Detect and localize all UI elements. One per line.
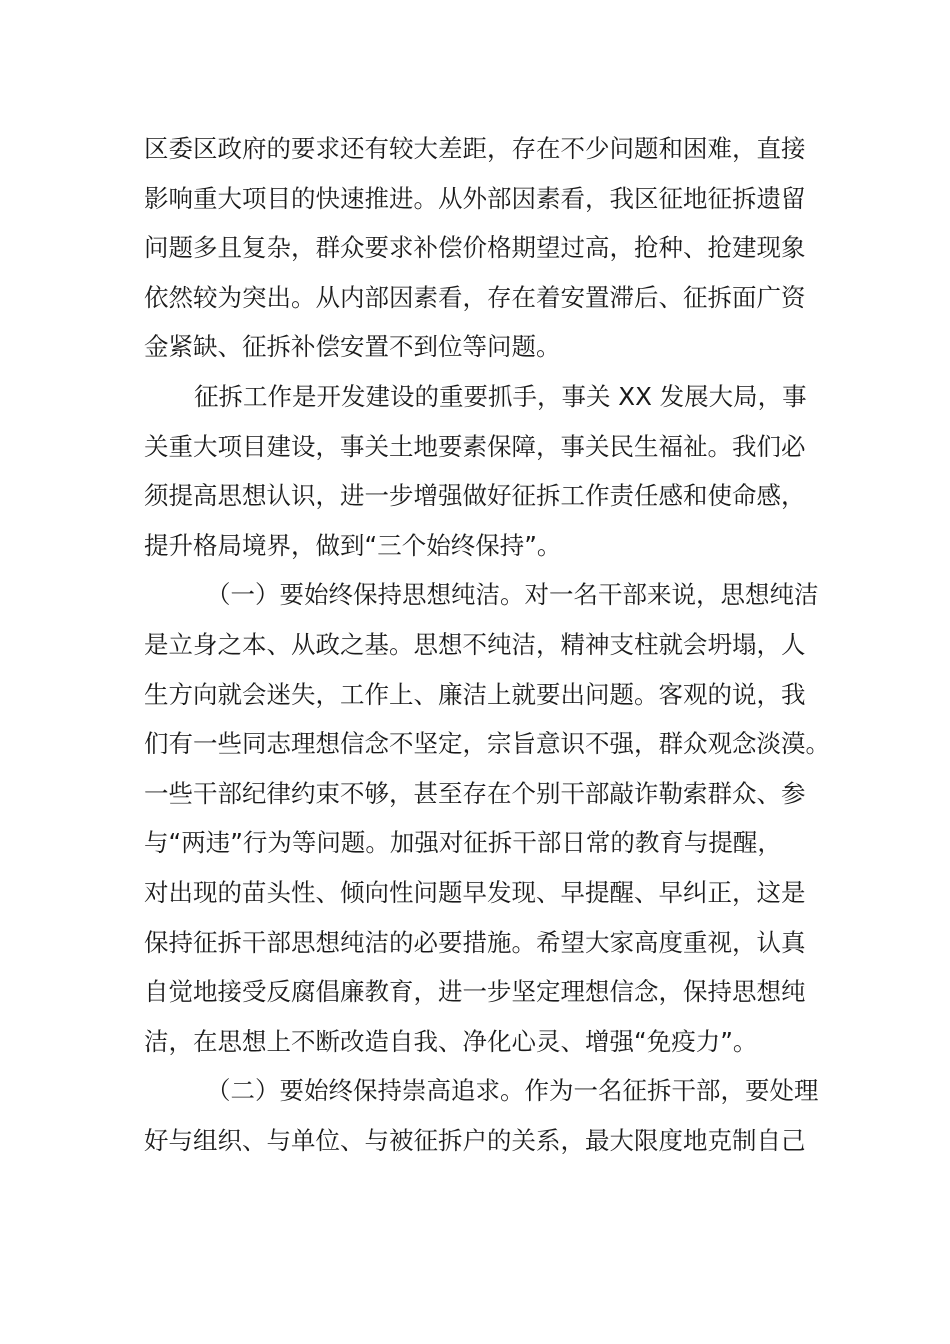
text-line: （一）要始终保持思想纯洁。对一名干部来说，思想纯洁 [206, 580, 819, 610]
text-line: 洁，在思想上不断改造自我、净化心灵、增强“免疫力”。 [144, 1026, 758, 1056]
text-line: 与“两违”行为等问题。加强对征拆干部日常的教育与提醒， [144, 828, 782, 858]
text-line: 金紧缺、征拆补偿安置不到位等问题。 [144, 332, 561, 362]
paragraph-1 [144, 124, 804, 372]
text-line: 生方向就会迷失，工作上、廉洁上就要出问题。客观的说，我 [144, 679, 806, 709]
paragraph-3 [144, 570, 830, 1066]
text-line: 对出现的苗头性、倾向性问题早发现、早提醒、早纠正，这是 [144, 877, 806, 907]
document-body [144, 124, 830, 1165]
text-line: 问题多且复杂，群众要求补偿价格期望过高，抢种、抢建现象 [144, 233, 806, 263]
text-line: 好与组织、与单位、与被征拆户的关系，最大限度地克制自己 [144, 1125, 806, 1155]
text-line: 须提高思想认识，进一步增强做好征拆工作责任感和使命感， [144, 481, 806, 511]
text-line: 区委区政府的要求还有较大差距，存在不少问题和困难，直接 [144, 134, 806, 163]
text-line: 提升格局境界，做到“三个始终保持”。 [144, 530, 562, 560]
text-line: 是立身之本、从政之基。思想不纯洁，精神支柱就会坍塌，人 [144, 629, 806, 659]
text-line: 影响重大项目的快速推进。从外部因素看，我区征地征拆遗留 [144, 183, 806, 213]
paragraph-4 [144, 1066, 819, 1165]
text-line: （二）要始终保持崇高追求。作为一名征拆干部，要处理 [206, 1076, 819, 1106]
text-line: 依然较为突出。从内部因素看，存在着安置滞后、征拆面广资 [144, 282, 806, 312]
text-line: 保持征拆干部思想纯洁的必要措施。希望大家高度重视，认真 [144, 927, 806, 957]
paragraph-2 [144, 372, 807, 570]
text-line: 关重大项目建设，事关土地要素保障，事关民生福祉。我们必 [144, 431, 806, 461]
text-line: 一些干部纪律约束不够，甚至存在个别干部敲诈勒索群众、参 [144, 778, 806, 808]
text-line: 自觉地接受反腐倡廉教育，进一步坚定理想信念，保持思想纯 [144, 977, 806, 1007]
text-line: 们有一些同志理想信念不坚定，宗旨意识不强，群众观念淡漠。 [144, 729, 830, 759]
text-line: 征拆工作是开发建设的重要抓手，事关 XX 发展大局，事 [194, 381, 807, 411]
